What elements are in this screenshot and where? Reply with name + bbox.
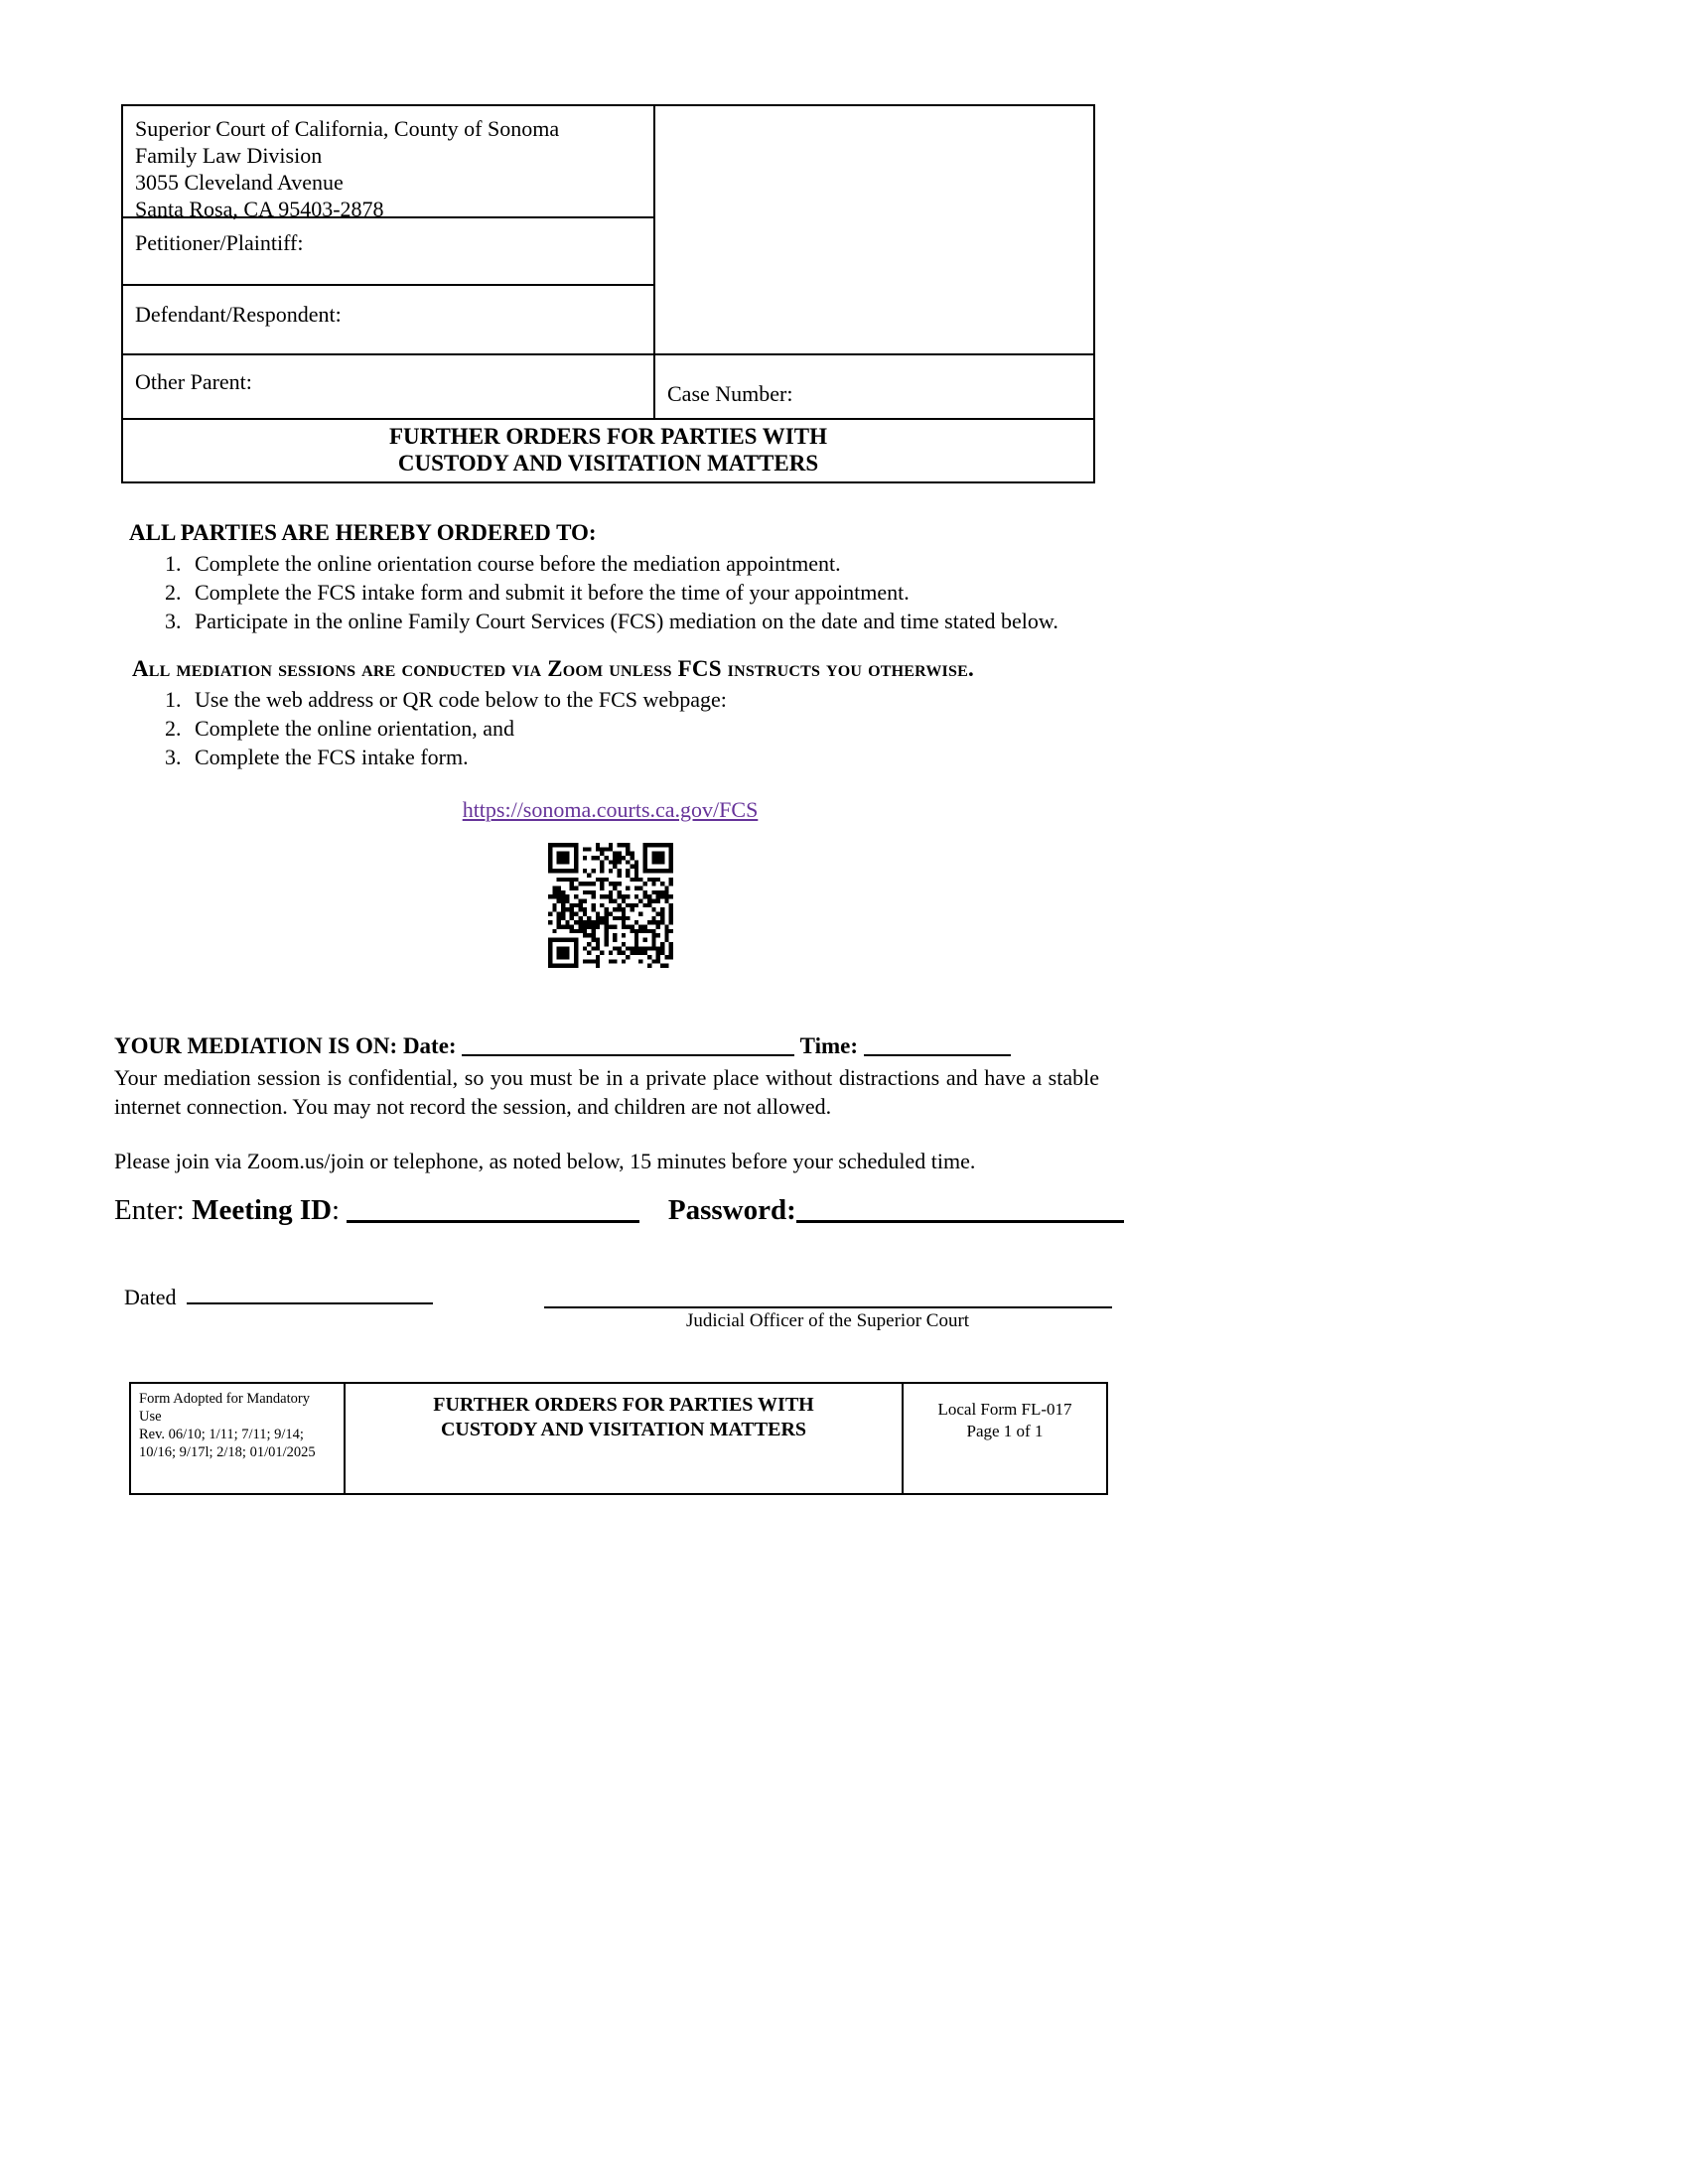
zoom-steps-list (129, 685, 1097, 771)
other-parent-field-cell[interactable] (123, 355, 655, 420)
meeting-credentials-line (114, 1194, 1688, 1227)
dated-label: Dated (124, 1285, 177, 1309)
court-division: Family Law Division (135, 143, 323, 168)
footer-local-form: Local Form FL-017 (937, 1400, 1072, 1419)
form-title-line2: CUSTODY AND VISITATION MATTERS (397, 451, 819, 476)
join-instructions-paragraph: Please join via Zoom.us/join or telephone, as noted below, 15 minutes before your scheduled time. (114, 1149, 976, 1173)
footer-adopted-text: Form Adopted for Mandatory Use (139, 1391, 310, 1425)
footer-revision-text: Rev. 06/10; 1/11; 7/11; 9/14; 10/16; 9/17l; 2/18; 01/01/2025 (139, 1427, 316, 1460)
orders-list (129, 549, 1097, 635)
footer-adoption-cell (131, 1384, 346, 1493)
form-title-line1: FURTHER ORDERS FOR PARTIES WITH (389, 424, 827, 449)
zoom-step-1: 1. Use the web address or QR code below to the FCS webpage: (187, 685, 1097, 714)
footer-title-line1: FURTHER ORDERS FOR PARTIES WITH (433, 1394, 814, 1416)
qr-code-row (121, 843, 1099, 974)
meeting-id-blank-field[interactable] (347, 1194, 639, 1223)
judicial-officer-signature-block (544, 1283, 1112, 1332)
mediation-heading-label: YOUR MEDIATION IS ON: (114, 1033, 398, 1058)
time-label: Time: (799, 1033, 859, 1058)
zoom-step-2: 2. Complete the online orientation, and (187, 714, 1097, 743)
enter-label: Enter: (114, 1194, 185, 1226)
meeting-id-label: Meeting ID (192, 1194, 333, 1226)
footer-form-number-cell (904, 1384, 1106, 1493)
footer-page-number: Page 1 of 1 (966, 1422, 1044, 1440)
signature-row (124, 1283, 1688, 1332)
defendant-field-cell[interactable] (123, 286, 655, 355)
petitioner-label: Petitioner/Plaintiff: (135, 230, 304, 255)
defendant-label: Defendant/Respondent: (135, 302, 342, 327)
case-number-label: Case Number: (667, 381, 793, 406)
date-label: Date: (402, 1033, 457, 1058)
zoom-step-3: 3. Complete the FCS intake form. (187, 743, 1097, 771)
zoom-sessions-heading: All mediation sessions are conducted via Zoom unless FCS instructs you otherwise. (132, 656, 974, 681)
court-name: Superior Court of California, County of Sonoma (135, 116, 560, 141)
footer-title-cell (346, 1384, 904, 1493)
date-blank-field[interactable] (462, 1033, 794, 1056)
court-address-block (123, 106, 655, 221)
footer-title-line2: CUSTODY AND VISITATION MATTERS (440, 1419, 807, 1440)
password-label: Password: (667, 1194, 796, 1226)
court-street: 3055 Cleveland Avenue (135, 170, 344, 195)
other-parent-label: Other Parent: (135, 369, 252, 394)
order-item-1: 1. Complete the online orientation course before the mediation appointment. (187, 549, 1097, 578)
time-blank-field[interactable] (864, 1033, 1011, 1056)
meeting-id-colon: : (332, 1194, 341, 1226)
order-item-3: 3. Participate in the online Family Court Services (FCS) mediation on the date and time stated below. (187, 607, 1097, 635)
confidentiality-paragraph: Your mediation session is confidential, so you must be in a private place without distractions and have a stable internet connection. You may not record the session, and children are not allowed. (114, 1065, 1099, 1119)
mediation-schedule-line (114, 1033, 1688, 1059)
form-footer-table (129, 1382, 1108, 1495)
petitioner-field-cell[interactable] (123, 218, 655, 286)
case-number-field-cell[interactable] (655, 355, 1093, 420)
orders-heading: ALL PARTIES ARE HEREBY ORDERED TO: (129, 520, 597, 545)
court-city: Santa Rosa, CA 95403-2878 (135, 197, 384, 221)
court-use-empty-cell (655, 106, 1093, 355)
fcs-webpage-link[interactable]: https://sonoma.courts.ca.gov/FCS (462, 797, 759, 822)
dated-blank-field[interactable] (187, 1283, 433, 1304)
qr-code (548, 843, 673, 968)
form-title (123, 420, 1093, 481)
password-blank-field[interactable] (796, 1194, 1124, 1223)
order-item-2: 2. Complete the FCS intake form and submit it before the time of your appointment. (187, 578, 1097, 607)
signature-line-field[interactable] (544, 1283, 1112, 1308)
court-caption-table (121, 104, 1095, 483)
judicial-officer-caption: Judicial Officer of the Superior Court (685, 1310, 970, 1331)
fcs-link-row (121, 797, 1099, 823)
